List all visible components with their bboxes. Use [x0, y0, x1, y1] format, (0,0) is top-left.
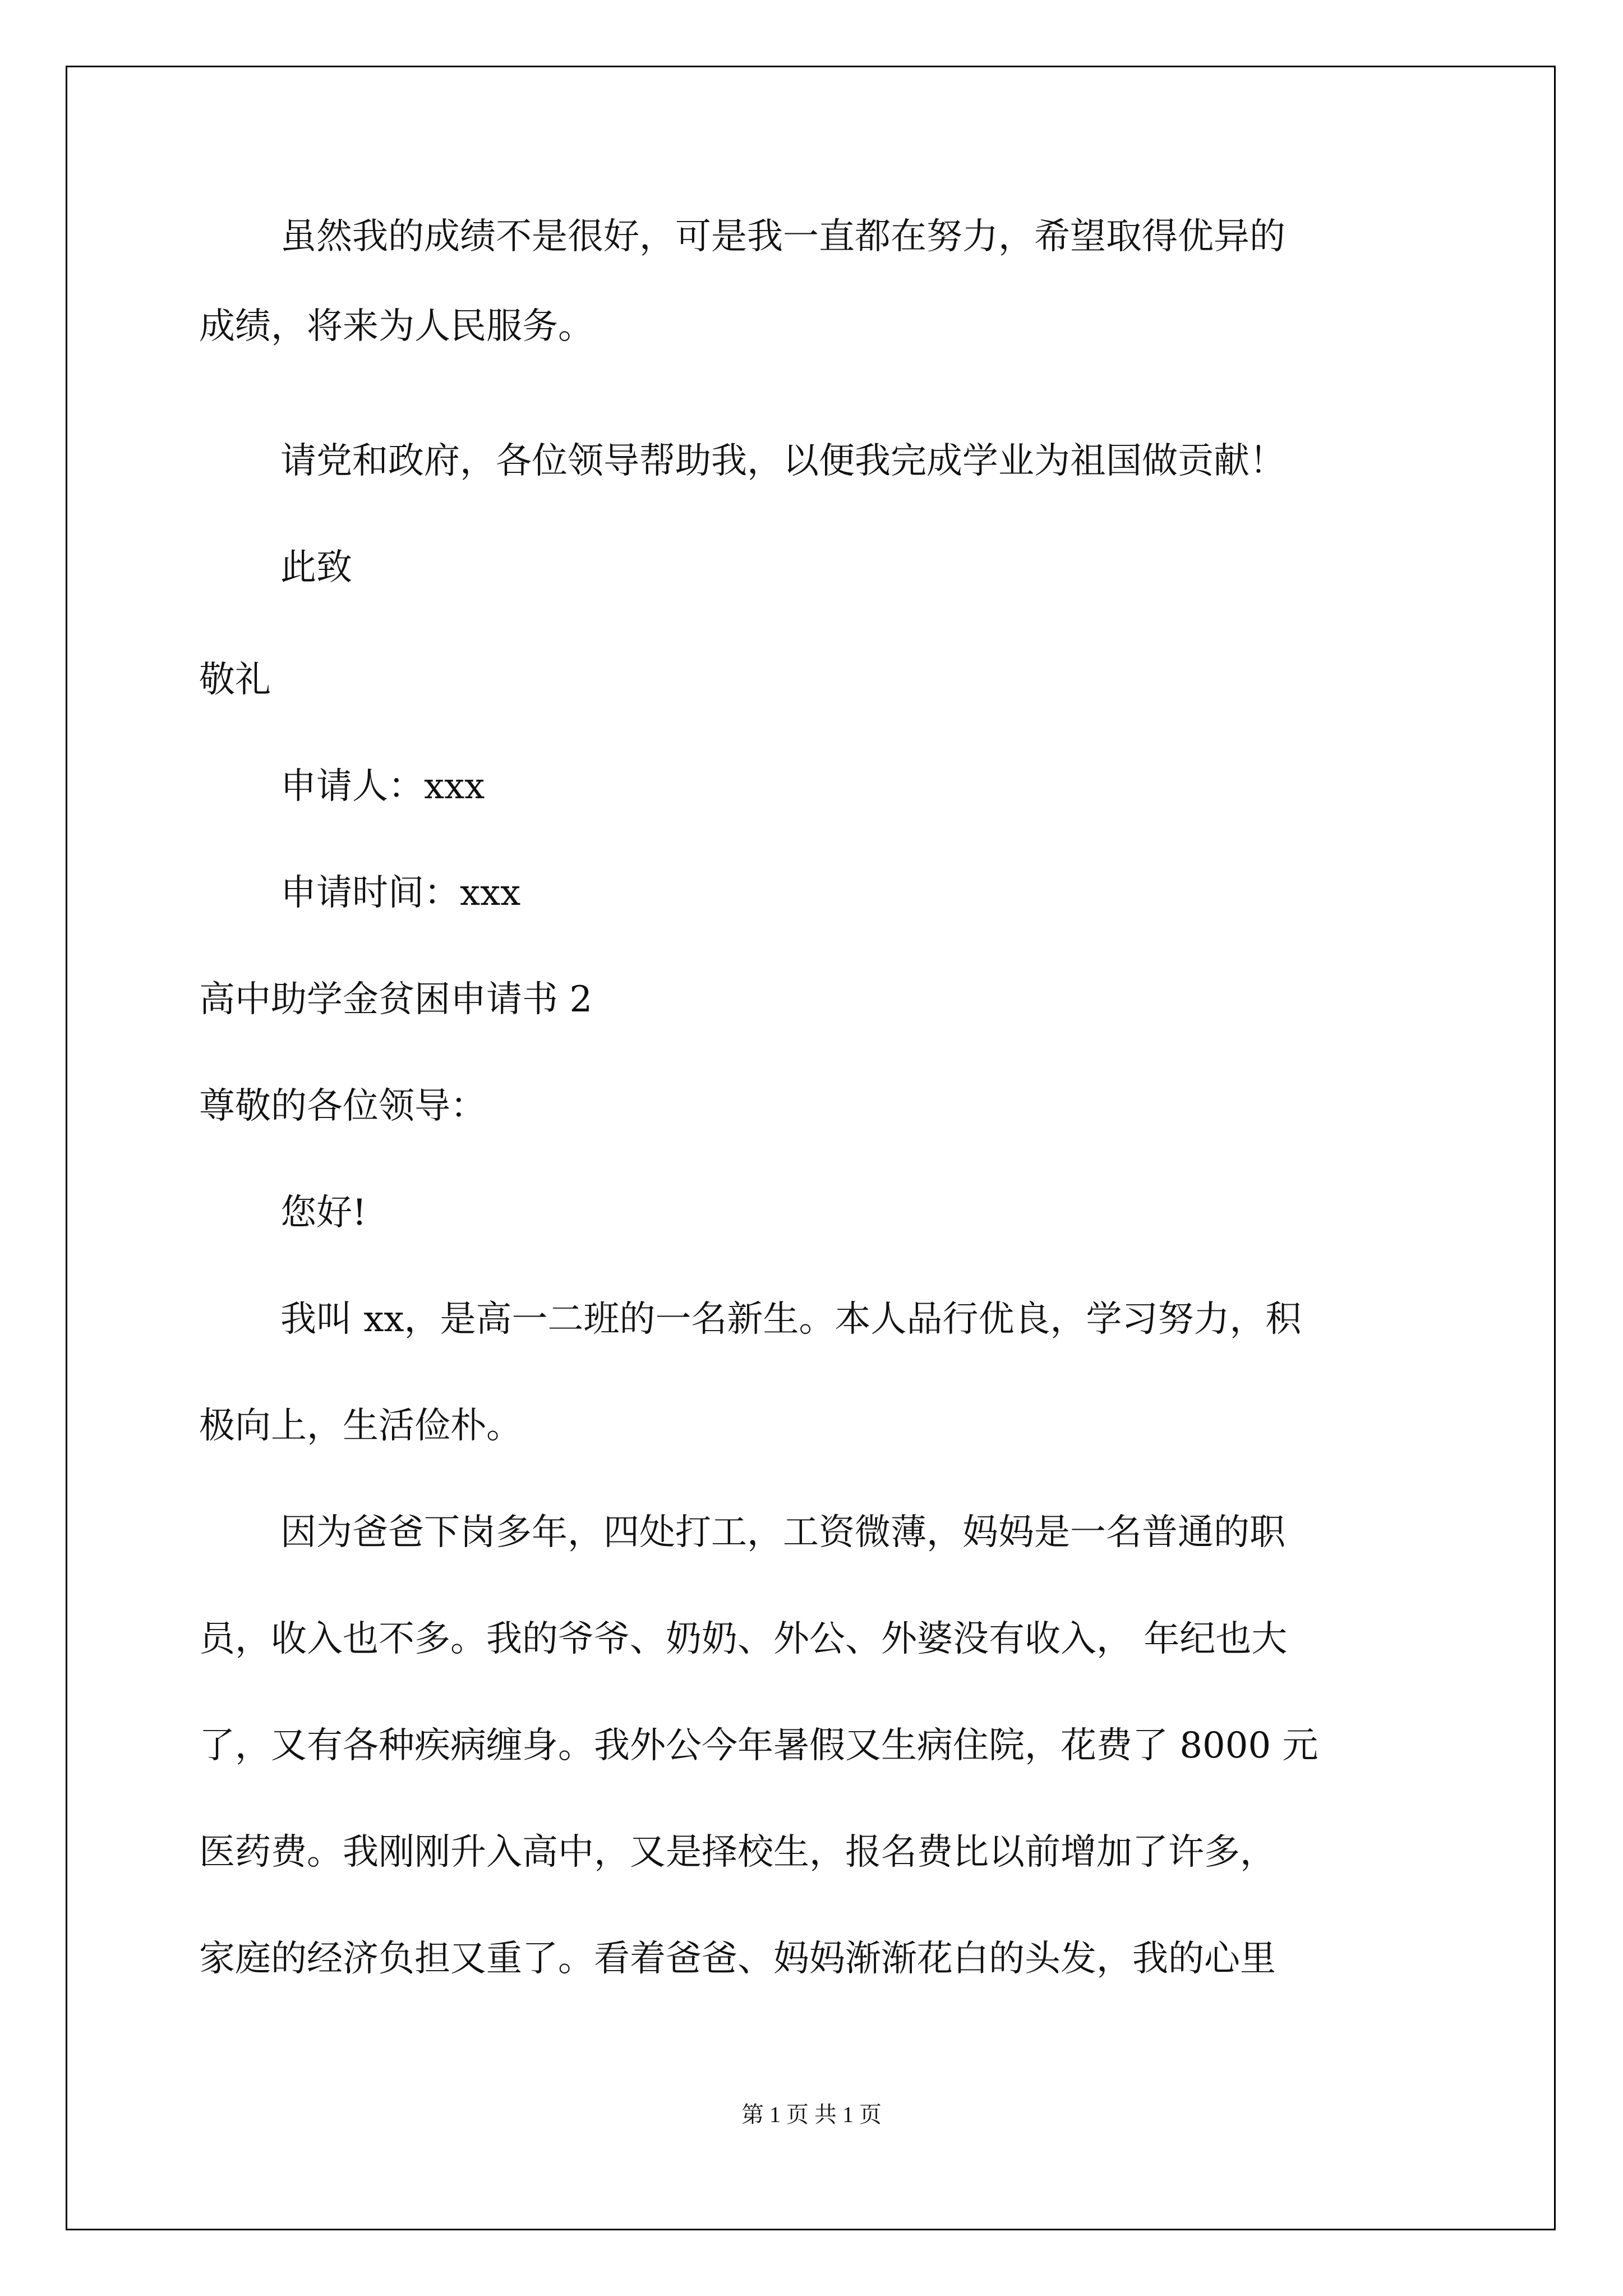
greeting-line: 尊敬的各位领导： [199, 1085, 486, 1127]
section-title: 高中助学金贫困申请书 2 [199, 979, 593, 1020]
page-border [66, 66, 1556, 2230]
paragraph-line: 极向上，生活俭朴。 [199, 1405, 522, 1447]
paragraph-line: 请党和政府，各位领导帮助我，以便我完成学业为祖国做贡献！ [280, 440, 1285, 482]
paragraph-line: 因为爸爸下岗多年，四处打工，工资微薄，妈妈是一名普通的职 [280, 1512, 1285, 1553]
greeting-hello: 您好! [280, 1192, 367, 1234]
paragraph-line: 家庭的经济负担又重了。看着爸爸、妈妈渐渐花白的头发，我的心里 [199, 1938, 1276, 1980]
paragraph-line: 员，收入也不多。我的爷爷、奶奶、外公、外婆没有收入， 年纪也大 [199, 1618, 1288, 1660]
closing-phrase: 此致 [280, 547, 352, 588]
salutation-closing: 敬礼 [199, 659, 271, 701]
paragraph-line: 我叫 xx，是高一二班的一名新生。本人品行优良，学习努力，积 [280, 1299, 1302, 1340]
application-date-line: 申请时间：xxx [280, 872, 521, 914]
paragraph-line: 医药费。我刚刚升入高中，又是择校生，报名费比以前增加了许多， [199, 1832, 1276, 1873]
page-footer: 第 1 页 共 1 页 [741, 2102, 882, 2127]
paragraph-line: 虽然我的成绩不是很好，可是我一直都在努力，希望取得优异的 [280, 216, 1285, 257]
paragraph-line: 了，又有各种疾病缠身。我外公今年暑假又生病住院，花费了 8000 元 [199, 1725, 1318, 1766]
paragraph-line: 成绩，将来为人民服务。 [199, 306, 594, 347]
applicant-line: 申请人：xxx [280, 766, 485, 807]
